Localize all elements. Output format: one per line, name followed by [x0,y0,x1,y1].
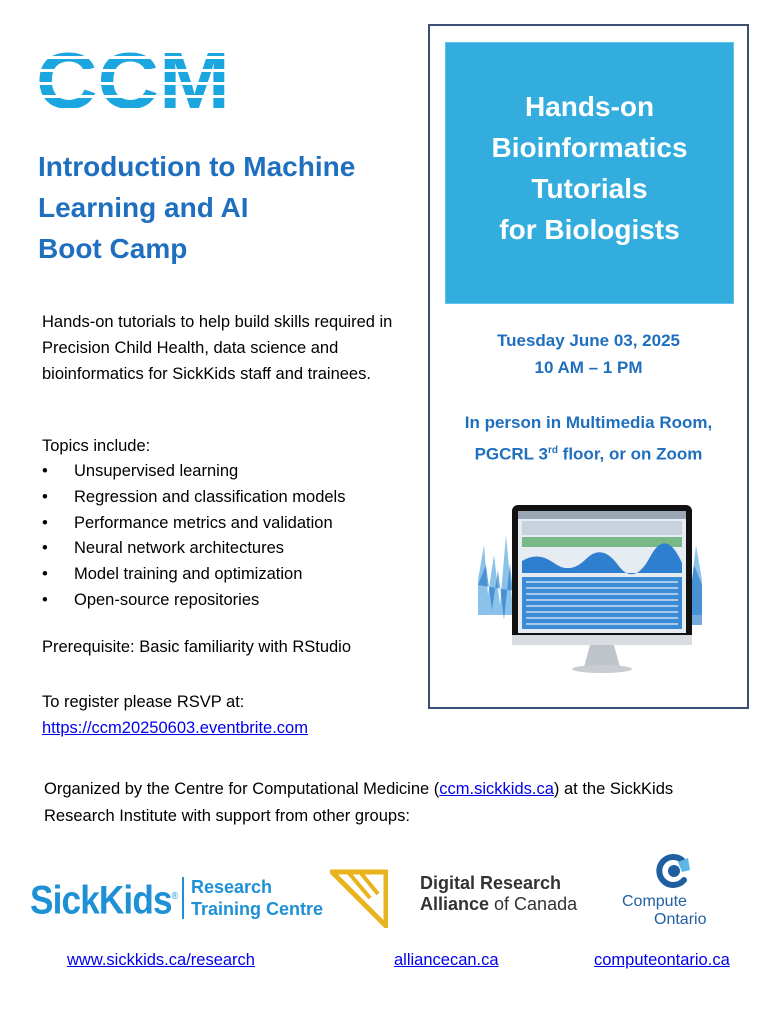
bullet-icon: • [42,539,48,558]
topic-label: Neural network architectures [74,539,285,558]
topic-label: Open-source repositories [74,590,260,609]
location-line-2: PGCRL 3rd floor, or on Zoom [474,444,703,464]
title-line: Learning and AI [38,192,249,223]
research-training-centre-text: Research Training Centre [191,877,324,919]
bullet-icon: • [42,462,48,480]
event-title-line: Hands-on [524,91,655,122]
alliance-url-link[interactable]: alliancecan.ca [394,951,499,969]
sickkids-logo: SickKids® [30,878,178,923]
monitor-image [478,485,702,675]
location-line-1: In person in Multimedia Room, [464,413,713,432]
title-line: Introduction to Machine [38,151,356,182]
svg-text:CCM: CCM [36,46,231,112]
event-time: 10 AM – 1 PM [534,358,643,377]
bullet-icon: • [42,487,48,506]
ccm-link[interactable]: ccm.sickkids.ca [439,780,554,798]
topics-heading: Topics include: [42,437,151,455]
register-section [42,689,308,741]
event-location [430,409,747,469]
list-item [42,536,345,562]
event-date: Tuesday June 03, 2025 [496,331,680,350]
bullet-icon: • [42,590,48,609]
list-item [42,562,345,588]
logo-divider [182,877,184,919]
list-item [42,485,345,511]
event-datetime [430,327,747,381]
list-item [42,588,345,614]
topic-label: Model training and optimization [74,565,303,584]
register-label: To register please RSVP at: [42,693,245,711]
alliance-logo-icon [330,868,388,928]
topic-label: Regression and classification models [74,487,346,506]
page-title [38,146,428,269]
bullet-icon: • [42,565,48,584]
bullet-icon: • [42,513,48,532]
topics-list [42,459,345,614]
compute-ontario-logo-icon [654,852,692,890]
title-line: Boot Camp [38,233,188,264]
register-link[interactable]: https://ccm20250603.eventbrite.com [42,719,308,737]
topic-label: Unsupervised learning [74,462,239,480]
description: Hands-on tutorials to help build skills required in Precision Child Health, data science and bioinformatics for SickKids staff and trainees. [42,313,393,383]
topic-label: Performance metrics and validation [74,513,333,532]
event-title-line: Bioinformatics [491,132,688,163]
prerequisite: Prerequisite: Basic familiarity with RStudio [42,638,352,656]
list-item [42,511,345,537]
alliance-logo-text: Digital Research Alliance of Canada [420,873,578,914]
event-title-line: Tutorials [531,173,648,204]
compute-ontario-logo-text: Compute Ontario [622,893,707,928]
ccm-logo [36,46,232,112]
sickkids-url-link[interactable]: www.sickkids.ca/research [67,951,255,969]
compute-ontario-url-link[interactable]: computeontario.ca [594,951,730,969]
organizer-text: Organized by the Centre for Computational Medicine (ccm.sickkids.ca) at the SickKids Research Institute with support from other groups: [44,780,674,825]
event-title [445,86,734,250]
event-title-line: for Biologists [499,214,680,245]
list-item [42,459,345,485]
